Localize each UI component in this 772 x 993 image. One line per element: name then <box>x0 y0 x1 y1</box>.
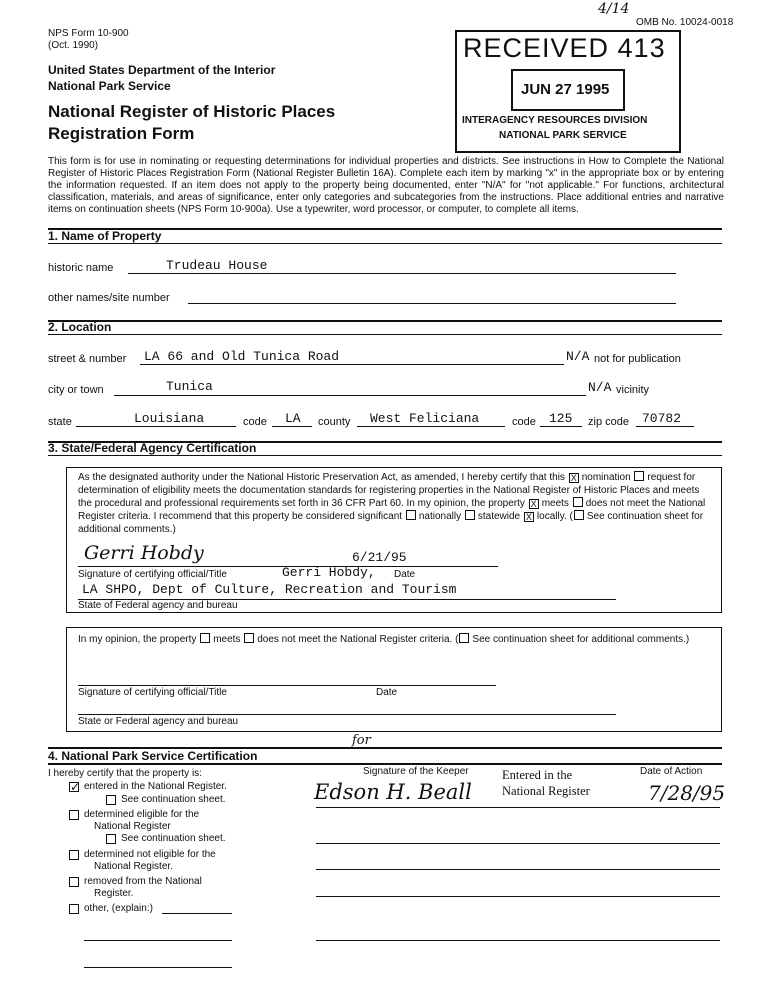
agency-line-2: National Park Service <box>48 79 171 93</box>
does-not-meet-checkbox[interactable] <box>573 497 583 507</box>
date-label: Date <box>394 569 416 580</box>
stamp-division: INTERAGENCY RESOURCES DIVISION <box>462 115 648 126</box>
locally-checkbox[interactable]: X <box>525 512 532 522</box>
county-value[interactable]: West Feliciana <box>370 411 480 426</box>
not-for-publication-label: not for publication <box>594 353 681 365</box>
entered-note-1: Entered in the <box>502 768 573 782</box>
entered-note-2: National Register <box>502 784 590 798</box>
meets-checkbox[interactable]: X <box>530 499 537 509</box>
not-eligible-checkbox[interactable] <box>69 850 79 860</box>
sig-label: Signature of certifying official/Title <box>78 569 227 580</box>
certifying-signature: Gerri Hobdy <box>84 542 204 564</box>
opinion-comments: comments.) <box>637 634 690 645</box>
stamp-date: JUN 27 1995 <box>521 81 610 98</box>
statewide-label: statewide <box>477 511 521 522</box>
nomination-label: nomination <box>581 472 631 483</box>
opinion-agency-field[interactable] <box>78 714 616 715</box>
keeper-for-note: for <box>352 733 371 748</box>
locally-label: locally. ( <box>536 511 573 522</box>
section-3-heading: 3. State/Federal Agency Certification <box>48 441 257 455</box>
not-for-publication-value[interactable]: N/A <box>566 349 590 364</box>
certifying-official-name[interactable]: Gerri Hobdy, <box>282 565 376 580</box>
agency-value[interactable]: LA SHPO, Dept of Culture, Recreation and Tourism <box>82 582 457 597</box>
date-of-action-label: Date of Action <box>640 766 703 777</box>
county-code-label: code <box>512 416 536 428</box>
state-code-value[interactable]: LA <box>285 411 301 426</box>
stamp-date-box <box>511 69 625 111</box>
nomination-checkbox[interactable]: X <box>570 473 577 483</box>
continuation-checkbox[interactable] <box>574 510 584 520</box>
received-stamp-text: RECEIVED 413 <box>463 33 666 63</box>
form-title: National Register of Historic Places <box>48 102 336 121</box>
historic-name-label: historic name <box>48 262 114 274</box>
cert-text-1: As the designated authority under the National Historic Preservation Act, as amended, I hereby certify that this <box>78 472 565 483</box>
removed-checkbox[interactable] <box>69 877 79 887</box>
eligible-continuation-label: See continuation sheet. <box>121 833 226 844</box>
agency-line-1: United States Department of the Interior <box>48 63 276 77</box>
city-label: city or town <box>48 384 104 396</box>
county-label: county <box>318 416 351 428</box>
section-1-heading: 1. Name of Property <box>48 229 162 243</box>
county-code-value[interactable]: 125 <box>549 411 573 426</box>
section-4-heading: 4. National Park Service Certification <box>48 749 258 763</box>
keeper-label: Signature of the Keeper <box>363 766 469 777</box>
eligible-label: determined eligible for the <box>84 809 200 820</box>
historic-name-value[interactable]: Trudeau House <box>166 258 268 273</box>
removed-label-2: Register. <box>94 888 134 899</box>
street-label: street & number <box>48 353 127 365</box>
opinion-meets-checkbox[interactable] <box>200 633 210 643</box>
request-checkbox[interactable] <box>634 471 644 481</box>
opinion-continuation-label: See continuation sheet for additional <box>472 634 635 645</box>
state-label: state <box>48 416 72 428</box>
eligible-checkbox[interactable] <box>69 810 79 820</box>
zip-label: zip code <box>588 416 629 428</box>
opinion-agency-label: State or Federal agency and bureau <box>78 716 239 727</box>
city-value[interactable]: Tunica <box>166 379 213 394</box>
entered-continuation-label: See continuation sheet. <box>121 794 226 805</box>
certification-statement <box>78 471 712 536</box>
removed-label: removed from the National <box>84 876 202 887</box>
entered-continuation-checkbox[interactable] <box>106 795 116 805</box>
opinion-signature-field[interactable] <box>78 685 496 686</box>
nationally-checkbox[interactable] <box>406 510 416 520</box>
opinion-date-label: Date <box>376 687 398 698</box>
instructions-paragraph: This form is for use in nominating or requesting determinations for individual properties and districts. See instructions in How to Complete the National Register of Historic Places Registration Form (National Register Bulletin 16A). Complete each item by marking "x" in the appropriate box or by entering the information requested. If an item does not apply to the property being documented, enter "N/A" for "not applicable." For functions, architectural classification, materials, and areas of significance, enter only categories and subcategories from the instructions. Place additional entries and narrative items on continuation sheets (NPS Form 10-900a). Use a typewriter, word processor, or computer, to complete all items. <box>48 156 724 215</box>
state-value[interactable]: Louisiana <box>134 411 205 426</box>
does-not-meet-label: does not meet the National Register criteria. I recommend that this property be considered significant <box>78 498 706 522</box>
omb-number: OMB No. 10024-0018 <box>636 17 734 28</box>
opinion-statement <box>78 633 712 646</box>
other-names-field[interactable] <box>188 303 676 304</box>
stamp-agency: NATIONAL PARK SERVICE <box>499 130 627 141</box>
opinion-text: In my opinion, the property <box>78 634 197 645</box>
statewide-checkbox[interactable] <box>465 510 475 520</box>
other-label: other, (explain:) <box>84 903 153 914</box>
entered-label: entered in the National Register. <box>84 781 227 792</box>
not-eligible-label: determined not eligible for the <box>84 849 216 860</box>
form-number: NPS Form 10-900 <box>48 28 129 39</box>
nps-intro: I hereby certify that the property is: <box>48 768 202 779</box>
action-date: 7/28/95 <box>648 781 726 805</box>
vicinity-label: vicinity <box>616 384 650 396</box>
form-subtitle: Registration Form <box>48 124 195 143</box>
cert-text-2: request for determination of eligibility meets the documentation standards for registering properties in the National Register of <box>78 472 696 496</box>
state-code-label: code <box>243 416 267 428</box>
continuation-label: See continuation sheet for additional comments.) <box>78 511 704 535</box>
entered-checkbox[interactable]: ✓ <box>70 780 81 794</box>
other-names-label: other names/site number <box>48 292 170 304</box>
opinion-meets-label: meets <box>213 634 241 645</box>
zip-value[interactable]: 70782 <box>642 411 682 426</box>
opinion-sig-label: Signature of certifying official/Title <box>78 687 227 698</box>
keeper-signature: Edson H. Beall <box>314 780 472 804</box>
eligible-label-2: National Register <box>94 821 171 832</box>
vicinity-value[interactable]: N/A <box>588 380 612 395</box>
opinion-continuation-checkbox[interactable] <box>459 633 469 643</box>
form-date: (Oct. 1990) <box>48 40 99 51</box>
agency-label: State of Federal agency and bureau <box>78 600 238 611</box>
received-stamp <box>455 30 681 153</box>
eligible-continuation-checkbox[interactable] <box>106 834 116 844</box>
page-note: 4/14 <box>598 1 630 17</box>
nationally-label: nationally <box>418 511 462 522</box>
certification-date[interactable]: 6/21/95 <box>352 550 407 565</box>
other-checkbox[interactable] <box>69 904 79 914</box>
other-explain-field[interactable] <box>162 913 232 914</box>
meets-label: meets <box>541 498 569 509</box>
not-eligible-label-2: National Register. <box>94 861 173 872</box>
opinion-not-meet-checkbox[interactable] <box>244 633 254 643</box>
street-value[interactable]: LA 66 and Old Tunica Road <box>144 349 340 364</box>
opinion-not-meet-label: does not meet the National Register criteria. ( <box>257 634 459 645</box>
cert-text-3: Historic Places and meets the procedural and professional requirements set forth in 36 CFR Part 60. In my opinion, the property <box>78 485 700 509</box>
section-2-heading: 2. Location <box>48 320 112 334</box>
